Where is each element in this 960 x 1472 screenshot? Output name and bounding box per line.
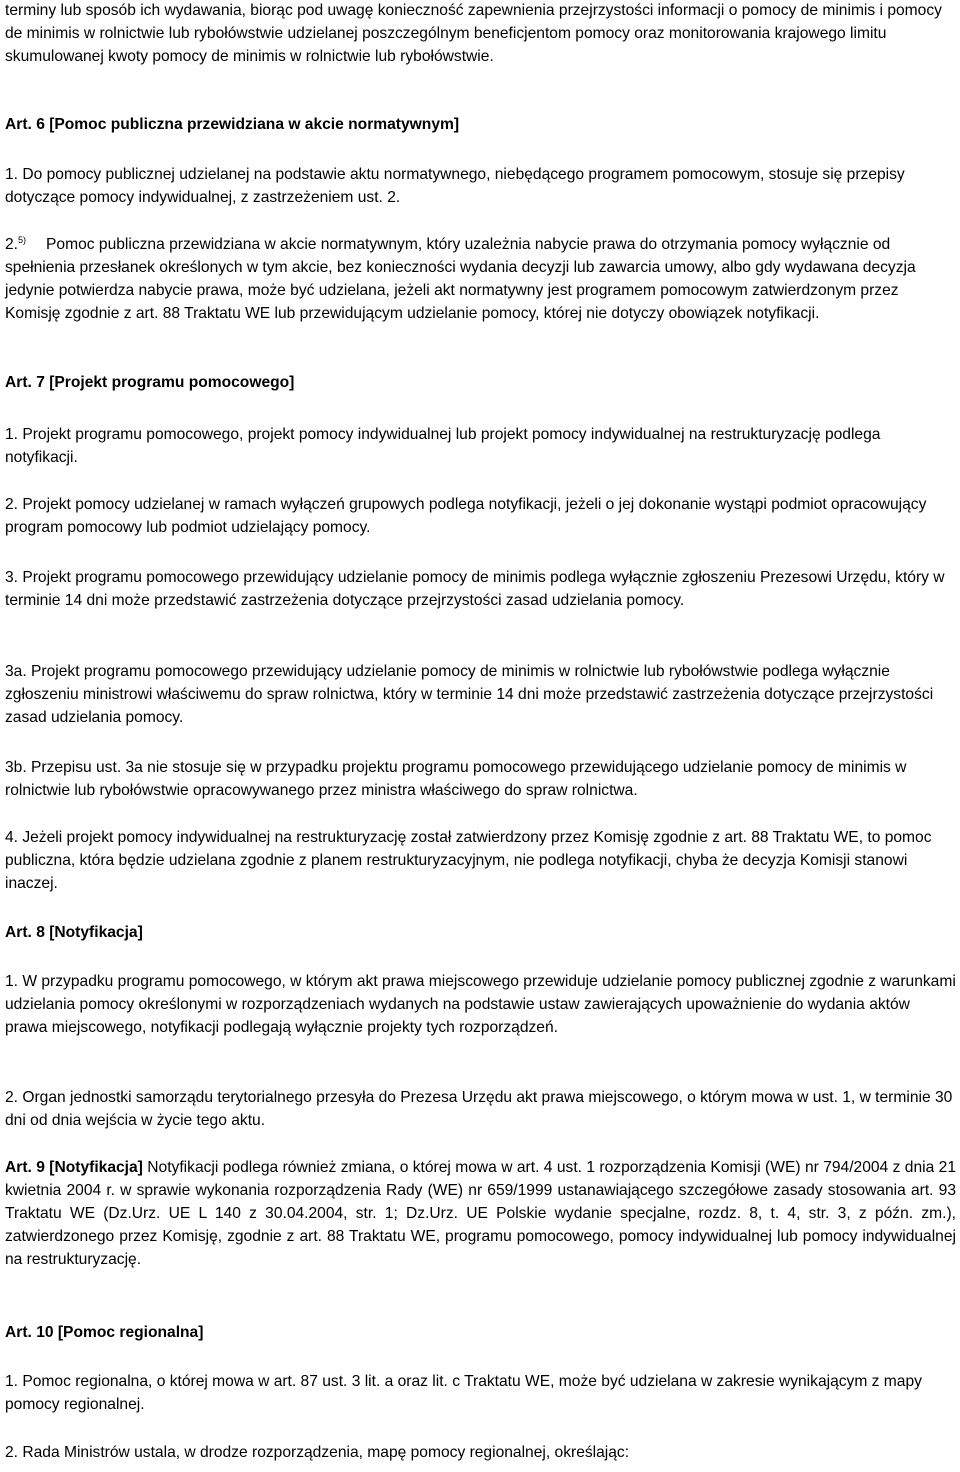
art7-paragraph-3b: 3b. Przepisu ust. 3a nie stosuje się w przypadku projektu programu pomocowego przewidującego udzielanie pomocy de minimis w rolnictwie lub rybołówstwie opracowywanego przez ministra właściwego do spraw rolnictwa. (5, 759, 907, 799)
art6-paragraph-1: 1. Do pomocy publicznej udzielanej na podstawie aktu normatywnego, niebędącego programem pomocowym, stosuje się przepisy dotyczące pomocy indywidualnej, z zastrzeżeniem ust. 2. (5, 166, 905, 206)
art7-paragraph-1: 1. Projekt programu pomocowego, projekt pomocy indywidualnej lub projekt pomocy indywidualnej na restrukturyzację podlega notyfikacji. (5, 426, 881, 466)
art9-paragraph (5, 1156, 956, 1271)
art9-heading: Art. 9 [Notyfikacja] (5, 1159, 143, 1176)
intro-paragraph: terminy lub sposób ich wydawania, biorąc pod uwagę konieczność zapewnienia przejrzystości informacji o pomocy de minimis i pomocy de minimis w rolnictwie lub rybołówstwie udzielanej poszczególnym beneficjentom pomocy oraz monitorowania krajowego limitu skumulowanej kwoty pomocy de minimis w rolnictwie lub rybołówstwie. (5, 2, 942, 65)
art8-paragraph-1: 1. W przypadku programu pomocowego, w którym akt prawa miejscowego przewiduje udzielanie pomocy publicznej zgodnie z warunkami udzielania pomocy określonymi w rozporządzeniach wydanych na podstawie ustaw zawierających upoważnienie do wydania aktów prawa miejscowego, notyfikacji podlegają wyłącznie projekty tych rozporządzeń. (5, 973, 956, 1036)
art7-paragraph-2: 2. Projekt pomocy udzielanej w ramach wyłączeń grupowych podlega notyfikacji, jeżeli o jej dokonanie wystąpi podmiot opracowujący program pomocowy lub podmiot udzielający pomocy. (5, 496, 927, 536)
art6-paragraph-2-text: Pomoc publiczna przewidziana w akcie normatywnym, który uzależnia nabycie prawa do otrzymania pomocy wyłącznie od spełnienia przesłanek określonych w tym akcie, bez konieczności wydania decyzji lub zawarcia umowy, albo gdy wydawana decyzja jedynie potwierdza nabycie prawa, może być udzielana, jeżeli akt normatywny jest programem pomocowym zatwierdzonym przez Komisję zgodnie z art. 88 Traktatu WE lub przewidującym udzielanie pomocy, której nie dotyczy obowiązek notyfikacji. (5, 236, 916, 322)
art7-paragraph-3: 3. Projekt programu pomocowego przewidujący udzielanie pomocy de minimis podlega wyłącznie zgłoszeniu Prezesowi Urzędu, który w terminie 14 dni może przedstawić zastrzeżenia dotyczące przejrzystości zasad udzielania pomocy. (5, 569, 945, 609)
art6-heading: Art. 6 [Pomoc publiczna przewidziana w akcie normatywnym] (5, 116, 460, 133)
art7-paragraph-4: 4. Jeżeli projekt pomocy indywidualnej na restrukturyzację został zatwierdzony przez Komisję zgodnie z art. 88 Traktatu WE, to pomoc publiczna, która będzie udzielana zgodnie z planem restrukturyzacyjnym, nie podlega notyfikacji, chyba że decyzja Komisji stanowi inaczej. (5, 829, 932, 892)
art8-heading: Art. 8 [Notyfikacja] (5, 924, 143, 941)
art7-paragraph-3a: 3a. Projekt programu pomocowego przewidujący udzielanie pomocy de minimis w rolnictwie lub rybołówstwie podlega wyłącznie zgłoszeniu ministrowi właściwemu do spraw rolnictwa, który w terminie 14 dni może przedstawić zastrzeżenia dotyczące przejrzystości zasad udzielania pomocy. (5, 663, 934, 726)
art6-paragraph-2 (5, 233, 956, 325)
art10-paragraph-1: 1. Pomoc regionalna, o której mowa w art. 87 ust. 3 lit. a oraz lit. c Traktatu WE, może być udzielana w zakresie wynikającym z mapy pomocy regionalnej. (5, 1373, 922, 1413)
art8-paragraph-2: 2. Organ jednostki samorządu terytorialnego przesyła do Prezesa Urzędu akt prawa miejscowego, o którym mowa w ust. 1, w terminie 30 dni od dnia wejścia w życie tego aktu. (5, 1089, 953, 1129)
art10-paragraph-2: 2. Rada Ministrów ustala, w drodze rozporządzenia, mapę pomocy regionalnej, określając: (5, 1444, 630, 1461)
footnote-ref: 5) (18, 235, 27, 245)
art10-heading: Art. 10 [Pomoc regionalna] (5, 1324, 204, 1341)
art7-heading: Art. 7 [Projekt programu pomocowego] (5, 374, 295, 391)
art6-paragraph-2-number: 2. (5, 236, 19, 253)
art9-text: Notyfikacji podlega również zmiana, o której mowa w art. 4 ust. 1 rozporządzenia Komisji (WE) nr 794/2004 z dnia 21 kwietnia 2004 r. w sprawie wykonania rozporządzenia Rady (WE) nr 659/1999 ustanawiającego szczegółowe zasady stosowania art. 93 Traktatu WE (Dz.Urz. UE L 140 z 30.04.2004, str. 1; Dz.Urz. UE Polskie wydanie specjalne, rozdz. 8, t. 4, str. 3, z późn. zm.), zatwierdzonego przez Komisję, zgodnie z art. 88 Traktatu WE, programu pomocowego, pomocy indywidualnej lub pomocy indywidualnej na restrukturyzację. (5, 1159, 956, 1268)
